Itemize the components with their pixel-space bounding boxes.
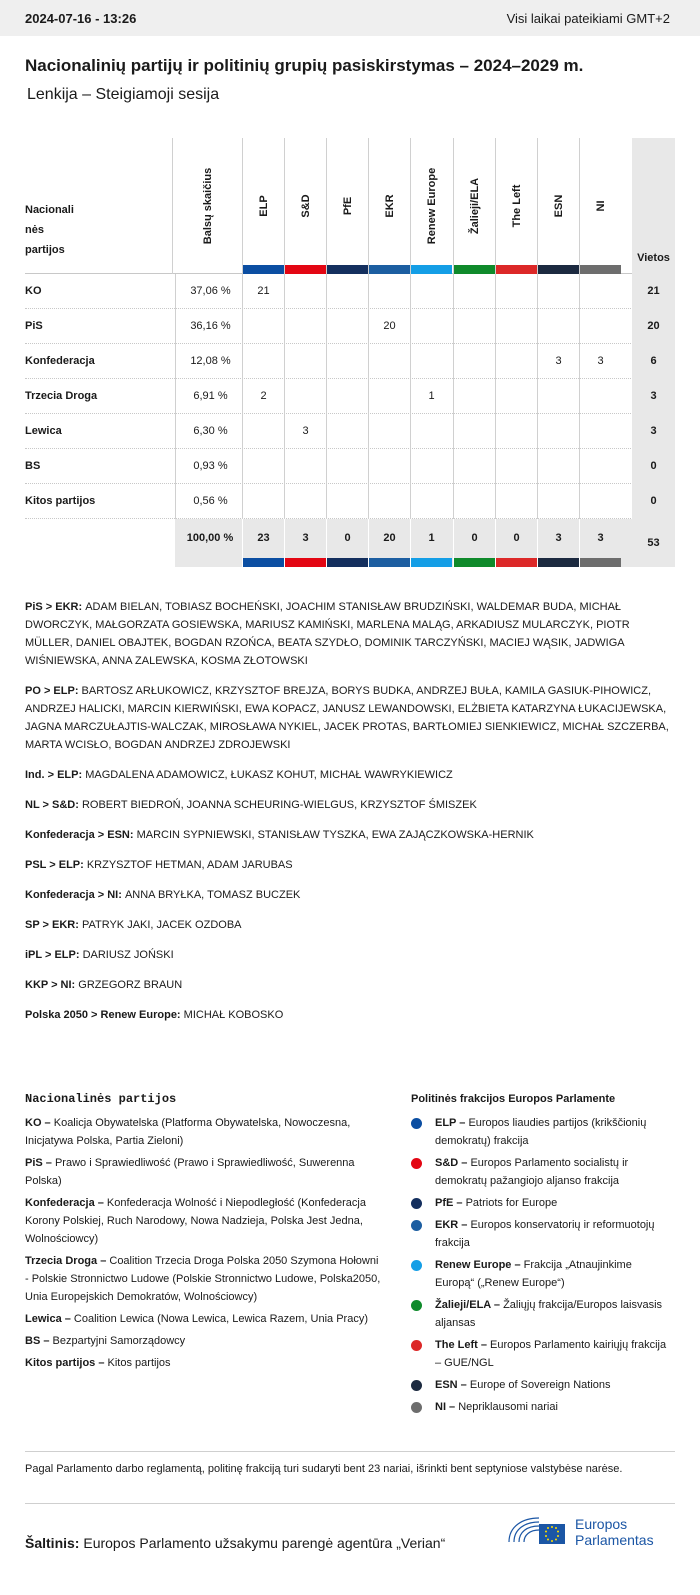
seat-cell (453, 379, 495, 414)
row-seats: 0 (632, 449, 675, 484)
color-dot-icon (411, 1158, 422, 1169)
vote-share: 36,16 % (175, 309, 245, 344)
row-seats: 21 (632, 274, 675, 309)
seat-cell (368, 449, 410, 484)
seat-cell (453, 309, 495, 344)
seat-cell (410, 344, 452, 379)
seat-cell (368, 379, 410, 414)
seat-cell: 21 (242, 274, 284, 309)
divider (25, 1451, 675, 1452)
legend-item: KO – Koalicja Obywatelska (Platforma Obywatelska, Nowoczesna, Inicjatywa Polska, Partia Zieloni) (25, 1117, 351, 1147)
group-color-bar (454, 265, 495, 274)
national-parties-header: Nacionali nės partijos (25, 204, 74, 256)
member-group-label: Konfederacja > NI: (25, 889, 125, 901)
member-group-label: SP > EKR: (25, 919, 82, 931)
member-group (25, 946, 673, 964)
row-seats: 6 (632, 344, 675, 379)
group-header-label: EKR (383, 194, 396, 218)
color-dot-icon (411, 1260, 422, 1271)
seat-cell (326, 449, 368, 484)
party-name: KO (25, 285, 42, 297)
member-group (25, 598, 673, 670)
seat-cell (284, 274, 326, 309)
group-color-bar (496, 558, 537, 567)
total-cell: 0 (453, 519, 495, 567)
seat-cell (242, 344, 284, 379)
seat-cell (284, 379, 326, 414)
group-color-bar (369, 558, 410, 567)
member-group (25, 976, 673, 994)
legend-item: BS – Bezpartyjni Samorządowcy (25, 1335, 186, 1347)
seat-cell (326, 274, 368, 309)
row-seats: 3 (632, 379, 675, 414)
member-group (25, 796, 673, 814)
seat-cell (453, 274, 495, 309)
member-group (25, 826, 673, 844)
seat-cell (579, 484, 621, 519)
group-header-2 (326, 138, 368, 274)
votes-header: Balsų skaičius (201, 167, 214, 245)
group-color-bar (496, 265, 537, 274)
seat-cell (284, 484, 326, 519)
source (25, 1535, 445, 1551)
legend-item: Renew Europe – Frakcija „Atnaujinkime Europą“ („Renew Europe“) (411, 1256, 673, 1292)
color-dot-icon (411, 1402, 422, 1413)
timezone-note: Visi laikai pateikiami GMT+2 (506, 10, 670, 26)
member-names: KRZYSZTOF HETMAN, ADAM JARUBAS (86, 859, 293, 871)
legend-groups-heading: Politinės frakcijos Europos Parlamente (411, 1093, 616, 1105)
vote-share: 6,91 % (175, 379, 245, 414)
group-header-0 (242, 138, 284, 274)
total-cell: 0 (495, 519, 537, 567)
vote-share: 37,06 % (175, 274, 245, 309)
seat-cell (579, 449, 621, 484)
ep-logo-icon (505, 1512, 569, 1552)
seat-cell: 2 (242, 379, 284, 414)
group-header-7 (537, 138, 579, 274)
vote-share: 0,56 % (175, 484, 245, 519)
legend-item: Žalieji/ELA – Žaliųjų frakcija/Europos laisvasis aljansas (411, 1296, 673, 1332)
table-row (25, 274, 675, 309)
legend-national-parties (25, 1090, 385, 1376)
seat-cell (579, 414, 621, 449)
seat-cell (579, 309, 621, 344)
legend-item: EKR – Europos konservatorių ir reformuotojų frakcija (411, 1216, 673, 1252)
total-cell: 23 (242, 519, 284, 567)
group-color-bar (243, 558, 284, 567)
seat-cell: 1 (410, 379, 452, 414)
legend-item: Trzecia Droga – Coalition Trzecia Droga Polska 2050 Szymona Hołowni - Polskie Stronnictwo Ludowe (Polskie Stronnictwo Ludowe, Polska2050, Unia Europejskich Demokratów, Wolnościowcy) (25, 1255, 381, 1303)
seat-cell (368, 484, 410, 519)
results-table (25, 138, 675, 567)
member-names: GRZEGORZ BRAUN (78, 979, 183, 991)
group-color-bar (538, 265, 579, 274)
seat-cell (368, 274, 410, 309)
seat-cell (495, 309, 537, 344)
votes-header-col (172, 138, 242, 274)
seat-cell (410, 449, 452, 484)
group-color-bar (411, 558, 452, 567)
legend-national-heading: Nacionalinės partijos (25, 1092, 177, 1106)
seat-cell (537, 379, 579, 414)
total-cell: 20 (368, 519, 410, 567)
page-subtitle: Lenkija – Steigiamoji sesija (27, 86, 220, 103)
seat-cell (284, 309, 326, 344)
member-group (25, 916, 673, 934)
party-name: Konfederacja (25, 355, 95, 367)
vote-share: 0,93 % (175, 449, 245, 484)
group-header-label: NI (594, 200, 607, 212)
seat-cell (326, 484, 368, 519)
seat-cell (242, 309, 284, 344)
seat-cell (410, 484, 452, 519)
table-row (25, 379, 675, 414)
seat-cell (537, 449, 579, 484)
seat-cell (453, 344, 495, 379)
seat-cell (410, 274, 452, 309)
legend-item: ELP – Europos liaudies partijos (krikščionių demokratų) frakcija (411, 1114, 673, 1150)
seat-cell (453, 414, 495, 449)
row-seats: 0 (632, 484, 675, 519)
group-header-3 (368, 138, 410, 274)
divider (25, 1503, 675, 1504)
member-names: MAGDALENA ADAMOWICZ, ŁUKASZ KOHUT, MICHAŁ WAWRYKIEWICZ (85, 769, 453, 781)
total-pct: 100,00 % (186, 532, 234, 544)
legend-item: Lewica – Coalition Lewica (Nowa Lewica, Lewica Razem, Unia Pracy) (25, 1313, 368, 1325)
source-text: Europos Parlamento užsakymu parengė agentūra „Verian“ (83, 1535, 446, 1551)
group-header-1 (284, 138, 326, 274)
seat-cell (537, 414, 579, 449)
group-color-bar (327, 265, 368, 274)
member-group-label: NL > S&D: (25, 799, 82, 811)
total-cell: 3 (284, 519, 326, 567)
group-color-bar (243, 265, 284, 274)
seat-cell (410, 309, 452, 344)
ep-logo-text (575, 1516, 654, 1548)
member-group (25, 886, 673, 904)
group-color-bar (538, 558, 579, 567)
seat-cell (326, 344, 368, 379)
seat-cell (326, 309, 368, 344)
legend-item: PiS – Prawo i Sprawiedliwość (Prawo i Sprawiedliwość, Suwerenna Polska) (25, 1157, 355, 1187)
group-header-label: Žalieji/ELA (468, 177, 481, 235)
table-row (25, 309, 675, 344)
total-cell: 1 (410, 519, 452, 567)
member-names: MICHAŁ KOBOSKO (183, 1009, 284, 1021)
rules-note: Pagal Parlamento darbo reglamentą, politinę frakciją turi sudaryti bent 23 nariai, išrinkti bent septyniose valstybėse narėse. (25, 1463, 623, 1475)
legend-item: Konfederacja – Konfederacja Wolność i Niepodległość (Konfederacja Korony Polskiej, Ruch Narodowy, Nowa Nadzieja, Polska Jest Jedna, Wolnościowcy) (25, 1197, 366, 1245)
member-group-label: Konfederacja > ESN: (25, 829, 137, 841)
group-color-bar (369, 265, 410, 274)
row-seats: 3 (632, 414, 675, 449)
color-dot-icon (411, 1118, 422, 1129)
legend-item: Kitos partijos – Kitos partijos (25, 1357, 171, 1369)
seat-cell (326, 414, 368, 449)
seat-cell (242, 484, 284, 519)
seat-cell (242, 449, 284, 484)
group-color-bar (285, 558, 326, 567)
member-group-label: PO > ELP: (25, 685, 82, 697)
datetime: 2024-07-16 - 13:26 (25, 10, 137, 26)
seat-cell (495, 274, 537, 309)
member-group (25, 1006, 673, 1024)
member-group (25, 682, 673, 754)
vote-share: 6,30 % (175, 414, 245, 449)
party-name: Lewica (25, 425, 62, 437)
legend-item: PfE – Patriots for Europe (411, 1194, 673, 1212)
seats-header: Vietos (637, 252, 670, 264)
member-group (25, 856, 673, 874)
member-names: DARIUSZ JOŃSKI (82, 949, 174, 961)
seat-cell: 3 (537, 344, 579, 379)
seat-cell (284, 344, 326, 379)
seat-cell (537, 309, 579, 344)
total-cell: 3 (537, 519, 579, 567)
seat-cell (453, 484, 495, 519)
color-dot-icon (411, 1198, 422, 1209)
seat-cell (579, 274, 621, 309)
totals-row (25, 519, 675, 567)
member-names: BARTOSZ ARŁUKOWICZ, KRZYSZTOF BREJZA, BORYS BUDKA, ANDRZEJ BUŁA, KAMILA GASIUK-PIHOWICZ, ANDRZEJ HALICKI, MARCIN KIERWIŃSKI, EWA KOPACZ, JANUSZ LEWANDOWSKI, ELŻBIETA KATARZYNA ŁUKACIJEWSKA, JAGNA MARCZUŁAJTIS-WALCZAK, MIROSŁAWA NYKIEL, JACEK PROTAS, BARTŁOMIEJ SIENKIEWICZ, MICHAŁ SZCZERBA, MARTA WCISŁO, BOGDAN ANDRZEJ ZDROJEWSKI (25, 685, 669, 751)
seat-cell: 20 (368, 309, 410, 344)
table-row (25, 449, 675, 484)
group-header-label: ESN (552, 194, 565, 218)
member-names: PATRYK JAKI, JACEK OZDOBA (81, 919, 242, 931)
group-color-bar (580, 558, 621, 567)
seat-cell (495, 344, 537, 379)
color-dot-icon (411, 1380, 422, 1391)
group-header-label: ELP (257, 195, 270, 217)
table-body (25, 274, 675, 519)
member-group-label: Ind. > ELP: (25, 769, 86, 781)
logo-line2: Parlamentas (575, 1532, 654, 1548)
group-header-label: Renew Europe (425, 167, 438, 245)
color-dot-icon (411, 1300, 422, 1311)
member-names: ANNA BRYŁKA, TOMASZ BUCZEK (124, 889, 301, 901)
group-header-label: PfE (341, 196, 354, 216)
party-name: BS (25, 460, 41, 472)
group-header-label: S&D (299, 194, 312, 218)
group-header-4 (410, 138, 452, 274)
seat-cell (495, 379, 537, 414)
group-header-5 (453, 138, 495, 274)
members-list (25, 598, 673, 1036)
vote-share: 12,08 % (175, 344, 245, 379)
table-row (25, 344, 675, 379)
seat-cell (537, 274, 579, 309)
group-header-6 (495, 138, 537, 274)
legend-item: NI – Nepriklausomi nariai (411, 1398, 673, 1416)
seat-cell (326, 379, 368, 414)
seat-cell (495, 484, 537, 519)
group-color-bar (411, 265, 452, 274)
table-header (25, 138, 675, 274)
member-names: ADAM BIELAN, TOBIASZ BOCHEŃSKI, JOACHIM STANISŁAW BRUDZIŃSKI, WALDEMAR BUDA, MICHAŁ DWORCZYK, MAŁGORZATA GOSIEWSKA, MARIUSZ KAMIŃSKI, MARLENA MALĄG, ARKADIUSZ MULARCZYK, PIOTR MÜLLER, DANIEL OBAJTEK, BOGDAN RZOŃCA, BEATA SZYDŁO, DOMINIK TARCZYŃSKI, MACIEJ WĄSIK, JADWIGA WIŚNIEWSKA, ANNA ZALEWSKA, KOSMA ZŁOTOWSKI (25, 601, 630, 667)
member-names: MARCIN SYPNIEWSKI, STANISŁAW TYSZKA, EWA ZAJĄCZKOWSKA-HERNIK (136, 829, 534, 841)
seat-cell (453, 449, 495, 484)
page-title: Nacionalinių partijų ir politinių grupių pasiskirstymas – 2024–2029 m. (25, 56, 584, 75)
legend-item: The Left – Europos Parlamento kairiųjų frakcija – GUE/NGL (411, 1336, 673, 1372)
seat-cell (284, 449, 326, 484)
seat-cell (495, 414, 537, 449)
member-group (25, 766, 673, 784)
party-name: Kitos partijos (25, 495, 96, 507)
seat-cell (579, 379, 621, 414)
seat-cell (410, 414, 452, 449)
party-name: Trzecia Droga (25, 390, 98, 402)
party-name: PiS (25, 320, 43, 332)
seat-cell: 3 (284, 414, 326, 449)
color-dot-icon (411, 1220, 422, 1231)
logo-line1: Europos (575, 1516, 628, 1532)
seat-cell (368, 344, 410, 379)
row-seats: 20 (632, 309, 675, 344)
member-group-label: iPL > ELP: (25, 949, 83, 961)
table-row (25, 484, 675, 519)
seat-cell (495, 449, 537, 484)
member-group-label: KKP > NI: (25, 979, 79, 991)
total-seats: 53 (647, 537, 660, 549)
member-group-label: PSL > ELP: (25, 859, 87, 871)
member-group-label: PiS > EKR: (25, 601, 86, 613)
group-color-bar (327, 558, 368, 567)
group-color-bar (580, 265, 621, 274)
member-names: ROBERT BIEDROŃ, JOANNA SCHEURING-WIELGUS, KRZYSZTOF ŚMISZEK (81, 799, 477, 811)
total-cell: 3 (579, 519, 621, 567)
top-bar (0, 0, 700, 36)
seat-cell (537, 484, 579, 519)
seat-cell: 3 (579, 344, 621, 379)
total-cell: 0 (326, 519, 368, 567)
group-header-8 (579, 138, 621, 274)
ep-logo (505, 1512, 675, 1552)
group-header-label: The Left (510, 184, 523, 228)
color-dot-icon (411, 1340, 422, 1351)
group-color-bar (285, 265, 326, 274)
legend-item: S&D – Europos Parlamento socialistų ir demokratų pažangiojo aljanso frakcija (411, 1154, 673, 1190)
source-label: Šaltinis: (25, 1535, 80, 1551)
group-color-bar (454, 558, 495, 567)
legend-political-groups (411, 1090, 673, 1420)
member-group-label: Polska 2050 > Renew Europe: (25, 1009, 184, 1021)
seat-cell (368, 414, 410, 449)
table-row (25, 414, 675, 449)
seat-cell (242, 414, 284, 449)
legend-item: ESN – Europe of Sovereign Nations (411, 1376, 673, 1394)
seats-header-col (632, 138, 675, 274)
